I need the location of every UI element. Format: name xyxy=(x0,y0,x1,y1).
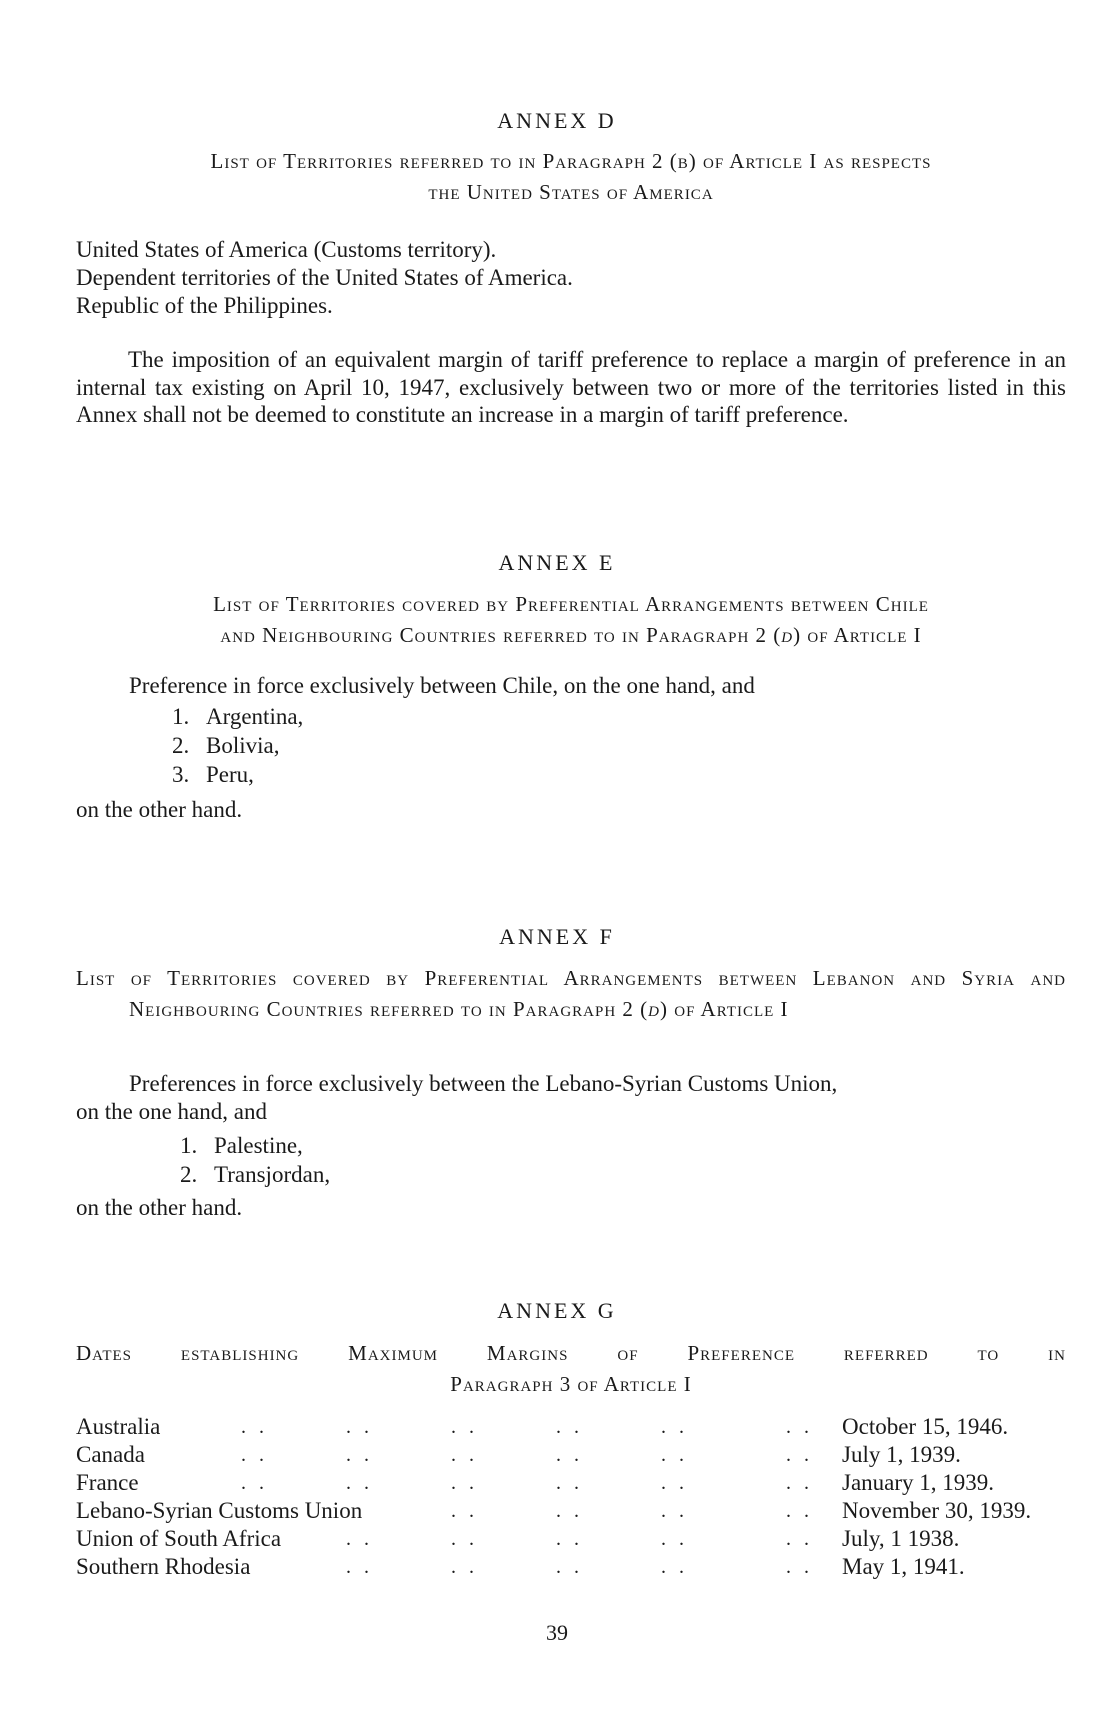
item-name: Argentina, xyxy=(206,704,304,729)
table-row xyxy=(76,1553,1066,1581)
country-name: Lebano-Syrian Customs Union xyxy=(76,1498,363,1523)
dates-table xyxy=(76,1413,1066,1581)
annex-e-heading-text: and Neighbouring Countries referred to in Paragraph 2 ( xyxy=(220,623,782,647)
table-row xyxy=(76,1497,1066,1525)
annex-f-heading-text-end: ) of Article I xyxy=(660,997,789,1021)
leader-dots: . . . . . . . . xyxy=(451,1500,813,1522)
page-number: 39 xyxy=(546,1620,568,1645)
annex-f-heading-text: List of Territories covered by Preferential Arrangements between Lebanon and Syria and Neighbouring Countries referred to in Paragraph 2 ( xyxy=(76,966,1066,1021)
annex-d-heading-line-1: List of Territories referred to in Paragraph 2 (b) of Article I as respects xyxy=(210,149,932,173)
leader-dots: . . . . . . . . . . xyxy=(346,1556,813,1578)
annex-d-title: ANNEX D xyxy=(497,108,617,133)
annex-e-title: ANNEX E xyxy=(498,550,616,575)
annex-f-heading-letter: d xyxy=(648,997,661,1021)
leader-dots: . . . . . . . . . . xyxy=(346,1528,813,1550)
item-number: 1. xyxy=(172,704,190,729)
date-value: July 1, 1939. xyxy=(842,1442,961,1467)
annex-g-heading-line-2: Paragraph 3 of Article I xyxy=(450,1372,692,1396)
annex-f-item-2 xyxy=(180,1160,330,1189)
annex-d-heading xyxy=(76,146,1066,208)
annex-d-territory-2: Dependent territories of the United States of America. xyxy=(76,265,573,290)
item-number: 2. xyxy=(172,733,190,758)
table-row xyxy=(76,1525,1066,1553)
item-name: Palestine, xyxy=(214,1133,303,1158)
country-name: Canada xyxy=(76,1442,145,1467)
date-value: May 1, 1941. xyxy=(842,1554,965,1579)
annex-f-closing: on the other hand. xyxy=(76,1195,243,1220)
annex-e-item-2 xyxy=(172,731,279,760)
date-value: January 1, 1939. xyxy=(842,1470,995,1495)
item-name: Bolivia, xyxy=(206,733,280,758)
leader-dots: . . . . . . . . . . . . xyxy=(241,1472,813,1494)
item-number: 1. xyxy=(180,1133,198,1158)
country-name: Southern Rhodesia xyxy=(76,1554,251,1579)
country-name: Union of South Africa xyxy=(76,1526,282,1551)
annex-f-heading xyxy=(76,963,1066,1025)
annex-f-title: ANNEX F xyxy=(499,924,615,949)
annex-d-paragraph: The imposition of an equivalent margin of tariff preference to replace a margin of preference in an internal tax existing on April 10, 1947, exclusively between two or more of the territories listed in this Annex shall not be deemed to constitute an increase in a margin of tariff preference. xyxy=(76,347,1066,427)
annex-e-heading xyxy=(76,589,1066,651)
item-number: 3. xyxy=(172,762,190,787)
annex-e-item-3 xyxy=(172,760,254,789)
annex-f-item-1 xyxy=(180,1131,303,1160)
annex-g-heading xyxy=(76,1338,1066,1400)
leader-dots: . . . . . . . . . . . . xyxy=(241,1416,813,1438)
annex-e-heading-line-2 xyxy=(76,620,1066,651)
date-value: November 30, 1939. xyxy=(842,1498,1032,1523)
annex-e-heading-line-1: List of Territories covered by Preferential Arrangements between Chile xyxy=(213,592,929,616)
item-name: Peru, xyxy=(206,762,254,787)
annex-e-item-1 xyxy=(172,702,303,731)
table-row xyxy=(76,1413,1066,1441)
table-row xyxy=(76,1441,1066,1469)
annex-d-heading-line-2: the United States of America xyxy=(428,180,714,204)
annex-e-closing: on the other hand. xyxy=(76,797,243,822)
item-number: 2. xyxy=(180,1162,198,1187)
annex-e-heading-letter: d xyxy=(781,623,794,647)
annex-f-intro-line-2: on the one hand, and xyxy=(76,1099,267,1124)
country-name: Australia xyxy=(76,1414,161,1439)
annex-d-territory-3: Republic of the Philippines. xyxy=(76,293,333,318)
annex-e-intro: Preference in force exclusively between Chile, on the one hand, and xyxy=(129,673,755,698)
country-name: France xyxy=(76,1470,139,1495)
date-value: July, 1 1938. xyxy=(842,1526,960,1551)
annex-g-heading-line-1: Dates establishing Maximum Margins of Preference referred to in xyxy=(76,1341,1066,1365)
table-row xyxy=(76,1469,1066,1497)
annex-g-title: ANNEX G xyxy=(497,1298,617,1323)
annex-f-intro-line-1: Preferences in force exclusively between the Lebano-Syrian Customs Union, xyxy=(129,1071,838,1096)
item-name: Transjordan, xyxy=(214,1162,331,1187)
annex-e-heading-text-end: ) of Article I xyxy=(793,623,922,647)
date-value: October 15, 1946. xyxy=(842,1414,1009,1439)
leader-dots: . . . . . . . . . . . . xyxy=(241,1444,813,1466)
annex-d-territory-1: United States of America (Customs territory). xyxy=(76,237,497,262)
